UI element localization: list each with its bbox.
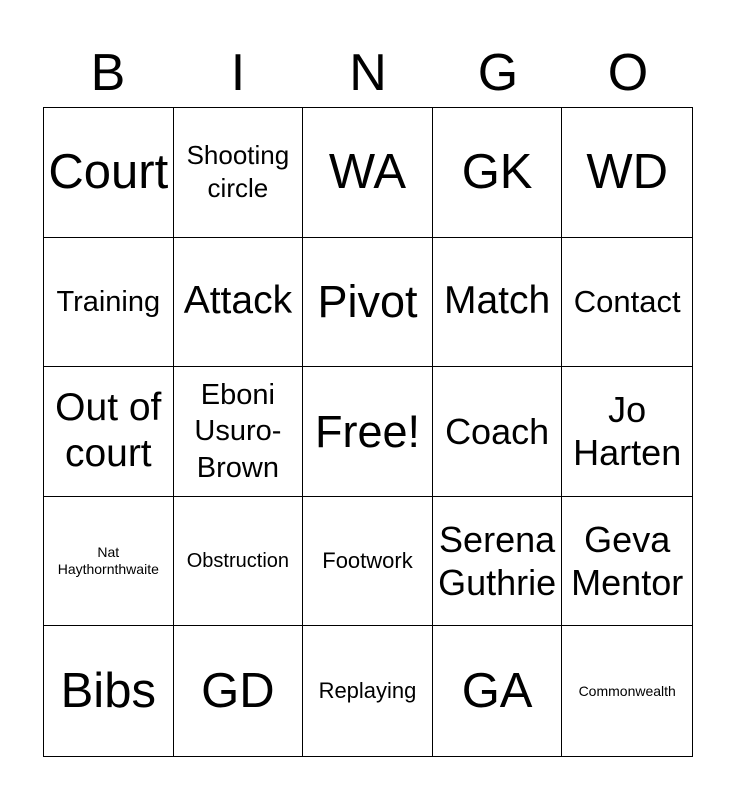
cell-label: Footwork [322,547,413,573]
cell-label: Serena Guthrie [438,518,557,604]
header-letter-i: I [230,44,246,102]
bingo-cell[interactable] [174,238,304,368]
bingo-header [43,40,693,106]
bingo-cell[interactable] [433,626,563,756]
cell-label: GK [461,145,533,200]
bingo-cell[interactable] [562,497,692,627]
cell-label: Contact [573,284,681,320]
cell-label: Training [56,285,161,318]
cell-label: Bibs [60,664,156,719]
cell-label: Commonwealth [578,682,676,699]
bingo-cell[interactable] [433,238,563,368]
bingo-cell[interactable] [303,108,433,238]
bingo-cell[interactable] [44,367,174,497]
cell-label: Coach [445,410,550,452]
bingo-cell[interactable] [433,108,563,238]
bingo-cell[interactable] [433,367,563,497]
bingo-cell[interactable] [562,626,692,756]
cell-label: Eboni Usuro-Brown [194,379,282,484]
bingo-cell[interactable] [174,497,304,627]
header-letter-b: B [90,44,126,102]
bingo-cell[interactable] [44,108,174,238]
header-letter-g: G [477,44,519,102]
cell-label: Nat Haythornthwaite [57,544,159,578]
cell-label: WD [586,145,669,200]
bingo-cell[interactable] [303,626,433,756]
cell-label: Match [443,279,551,323]
bingo-cell[interactable] [44,497,174,627]
bingo-cell[interactable] [562,108,692,238]
header-letter-n: N [349,44,387,102]
bingo-cell[interactable] [562,367,692,497]
bingo-cell[interactable] [174,367,304,497]
bingo-cell[interactable] [433,497,563,627]
free-space-label: Free! [314,405,420,457]
bingo-cell[interactable] [562,238,692,368]
bingo-cell[interactable] [174,108,304,238]
cell-label: GA [461,664,533,719]
bingo-card-grid [43,107,693,757]
cell-label: Out of court [55,385,162,476]
bingo-cell[interactable] [174,626,304,756]
cell-label: Court [48,145,169,200]
cell-label: WA [328,145,407,200]
cell-label: Attack [183,279,293,323]
cell-label: Obstruction [186,550,290,573]
bingo-cell[interactable] [303,238,433,368]
cell-label: GD [201,664,275,719]
bingo-cell[interactable] [303,497,433,627]
cell-label: Pivot [317,276,418,328]
cell-label: Geva Mentor [571,518,684,604]
cell-label: Replaying [318,678,417,703]
cell-label: Jo Harten [573,389,682,474]
free-space-cell[interactable] [303,367,433,497]
bingo-cell[interactable] [44,626,174,756]
header-letter-o: O [607,44,649,102]
cell-label: Shooting circle [186,139,290,204]
bingo-cell[interactable] [44,238,174,368]
